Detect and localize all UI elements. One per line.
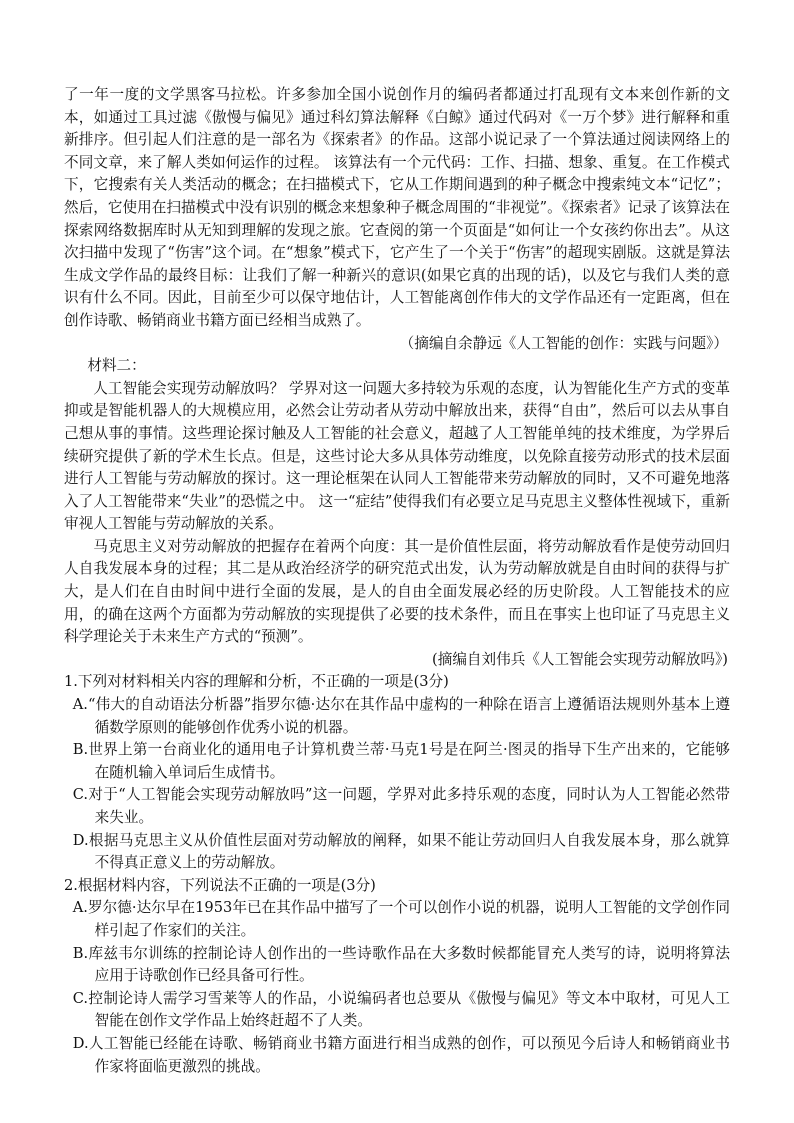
passage2-source: (摘编自刘伟兵《人工智能会实现劳动解放吗》): [432, 650, 728, 668]
passage2-label: 材料二：: [87, 357, 146, 375]
passage2-para1: 人工智能会实现劳动解放吗？ 学界对这一问题大多持较为乐观的态度，认为智能化生产方式的变革抑或是智能机器人的大规模应用，必然会让劳动者从劳动中解放出来，获得“自由”，然后可以去从事自己想从事的事情。这些理论探讨触及人工智能的社会意义，超越了人工智能单纯的技术维度，为学界后续研究提供了新的学术生长点。但是，这些讨论大多从具体劳动维度，以免除直接劳动形式的技术层面进行人工智能与劳动解放的探讨。这一理论框架在认同人工智能带来劳动解放的同时，又不可避免地落入了人工智能带来“失业”的恐慌之中。 这一“症结”使得我们有必要立足马克思主义整体性视域下，重新审视人工智能与劳动解放的关系。: [64, 379, 730, 533]
question-1: [64, 671, 730, 874]
question-stem: 1.下列对材料相关内容的理解和分析，不正确的一项是(3分): [64, 673, 449, 691]
option-d: D.根据马克思主义从价值性层面对劳动解放的阐释，如果不能让劳动回归人自我发展本身，那么就算不得真正意义上的劳动解放。: [72, 831, 730, 872]
question-2: [64, 875, 730, 1078]
option-b: B.世界上第一台商业化的通用电子计算机费兰蒂·马克1号是在阿兰·图灵的指导下生产出来的，它能够在随机输入单词后生成情书。: [72, 741, 730, 781]
exam-page: [64, 84, 730, 1078]
question-stem: 2.根据材料内容，下列说法不正确的一项是(3分): [64, 876, 376, 894]
option-d: D.人工智能已经能在诗歌、畅销商业书籍方面进行相当成熟的创作，可以预见今后诗人和畅销商业书作家将面临更激烈的挑战。: [72, 1034, 730, 1075]
passage2-para2: 马克思主义对劳动解放的把握存在着两个向度：其一是价值性层面，将劳动解放看作是使劳动回归人自我发展本身的过程；其二是从政治经济学的研究范式出发，认为劳动解放就是自由时间的获得与扩大，是人们在自由时间中进行全面的发展，是人的自由全面发展必经的历史阶段。人工智能技术的应用，的确在这两个方面都为劳动解放的实现提供了必要的技术条件，而且在事实上也印证了马克思主义科学理论关于未来生产方式的“预测”。: [64, 537, 730, 646]
option-a: A.罗尔德·达尔早在1953年已在其作品中描写了一个可以创作小说的机器，说明人工智能的文学创作同样引起了作家们的关注。: [72, 899, 730, 939]
passage1-source: （摘编自余静远《人工智能的创作：实践与问题》）: [399, 334, 728, 352]
option-b: B.库兹韦尔训练的控制论诗人创作出的一些诗歌作品在大多数时候都能冒充人类写的诗，说明将算法应用于诗歌创作已经具备可行性。: [72, 944, 730, 985]
passage1-body: 了一年一度的文学黑客马拉松。许多参加全国小说创作月的编码者都通过打乱现有文本来创作新的文本，如通过工具过滤《傲慢与偏见》通过科幻算法解释《白鲸》通过代码对《一万个梦》进行解释和重新排序。但引起人们注意的是一部名为《探索者》的作品。这部小说记录了一个算法通过阅读网络上的不同文章，来了解人类如何运作的过程。 该算法有一个元代码：工作、扫描、想象、重复。在工作模式下，它搜索有关人类活动的概念；在扫描模式下，它从工作期间遇到的种子概念中搜索纯文本“记忆”；然后，它使用在扫描模式中没有识别的概念来想象种子概念周围的“非视觉”。《探索者》记录了该算法在探索网络数据库时从无知到理解的发现之旅。它查阅的第一个页面是“如何让一个女孩约你出去”。从这次扫描中发现了“伤害”这个词。在“想象”模式下，它产生了一个关于“伤害”的超现实剧版。这就是算法生成文学作品的最终目标：让我们了解一种新兴的意识(如果它真的出现的话)，以及它与我们人类的意识有什么不同。因此，目前至少可以保守地估计，人工智能离创作伟大的文学作品还有一定距离，但在创作诗歌、畅销商业书籍方面已经相当成熟了。: [64, 86, 730, 329]
option-a: A.“伟大的自动语法分析器”指罗尔德·达尔在其作品中虚构的一种除在语言上遵循语法规则外基本上遵循数学原则的能够创作优秀小说的机器。: [72, 696, 730, 736]
option-c: C.对于“人工智能会实现劳动解放吗”这一问题，学界对此多持乐观的态度，同时认为人工智能必然带来失业。: [72, 786, 730, 826]
option-c: C.控制论诗人需学习雪莱等人的作品，小说编码者也总要从《傲慢与偏见》等文本中取材，可见人工智能在创作文学作品上始终赶超不了人类。: [72, 989, 730, 1030]
